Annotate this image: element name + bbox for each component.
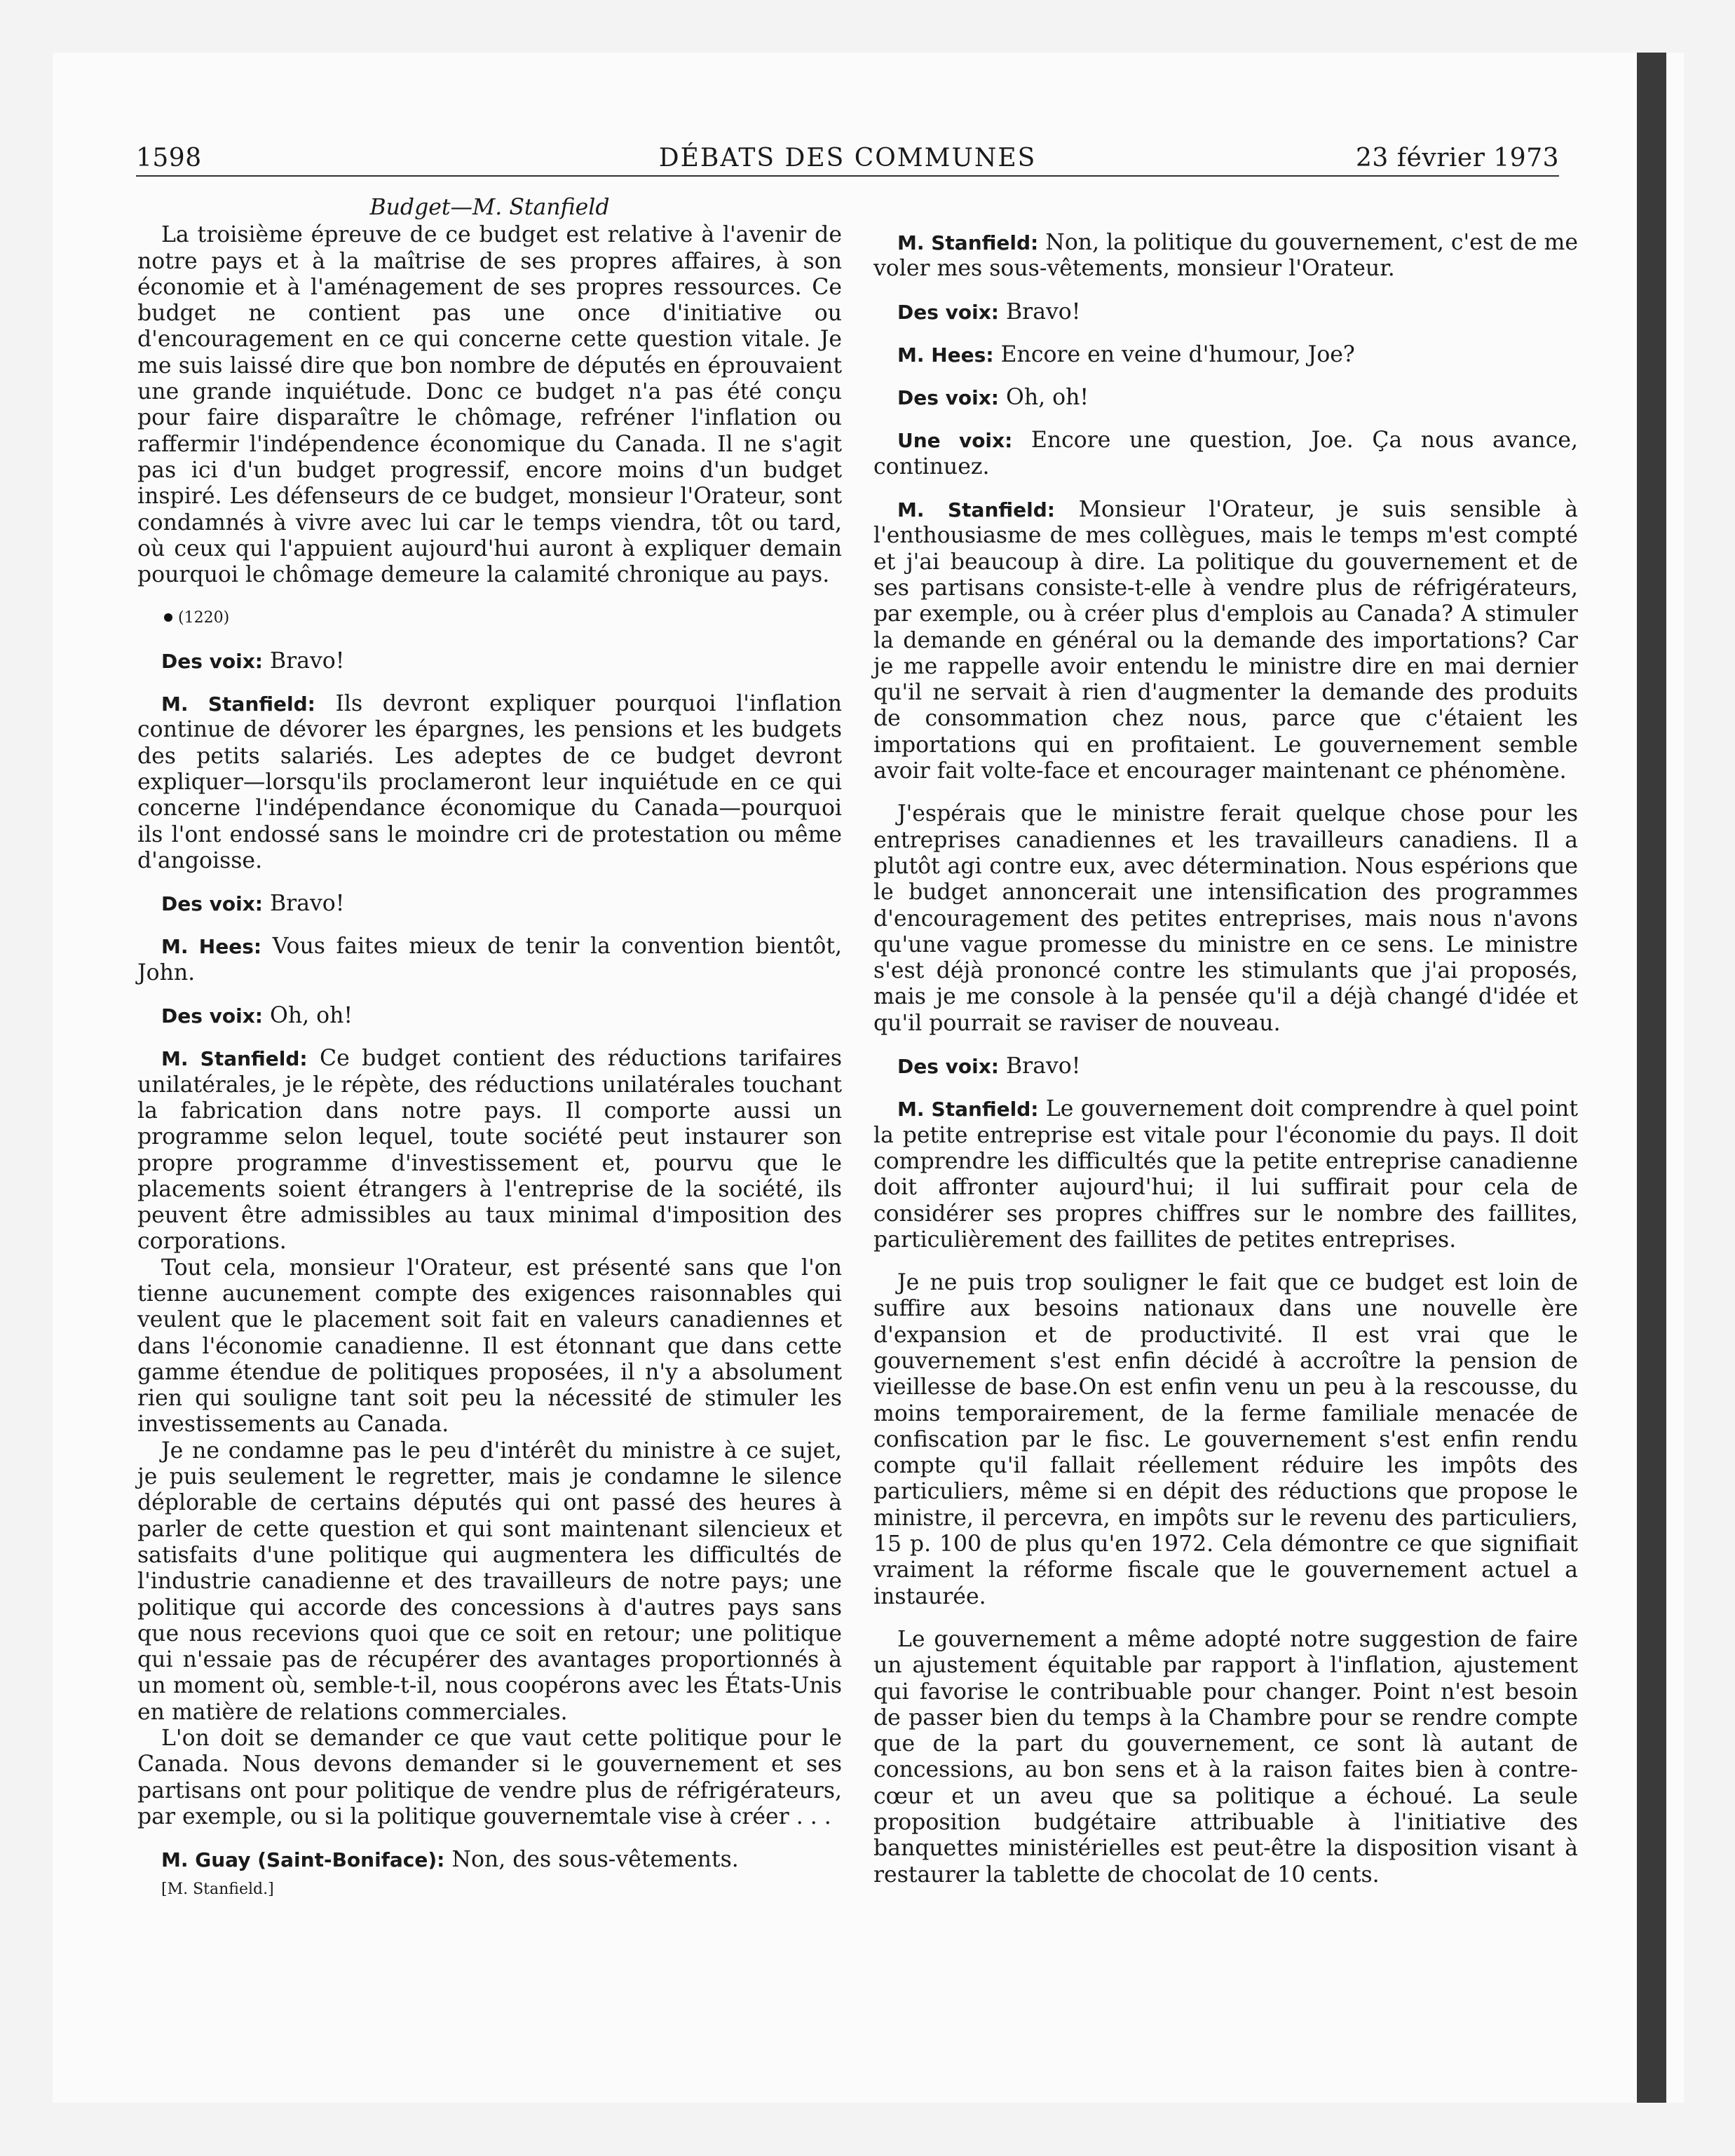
speaker-name: M. Stanfield: xyxy=(161,692,315,716)
speaker-name: Des voix: xyxy=(897,386,999,410)
page-number: 1598 xyxy=(136,144,202,172)
speech xyxy=(137,648,842,674)
speaker-name: Des voix: xyxy=(897,1055,999,1079)
speech xyxy=(137,1003,842,1029)
paragraph: J'espérais que le ministre ferait quelque chose pour les entreprises canadiennes et les travailleurs canadiens. Il a plutôt agi contre eux, avec détermination. Nous espérions que le budget annoncerait une intensification des programmes d'encouragement des petites entreprises, mais nous n'avons qu'une vague promesse du ministre en ce sens. Le ministre s'est déjà prononcé contre les stimulants que j'ai proposés, mais je me console à la pensée qu'il a déjà changé d'idée et qu'il pourrait se raviser de nouveau. xyxy=(873,801,1578,1036)
speech xyxy=(873,497,1578,784)
speech-text: Non, des sous-vêtements. xyxy=(451,1847,739,1873)
paragraph: L'on doit se demander ce que vaut cette politique pour le Canada. Nous devons demander si le gouvernement et ses partisans ont pour politique de vendre plus de réfrigérateurs, par exemple, ou si la politique gouvernemtale vise à créer . . . xyxy=(137,1726,842,1829)
paragraph: La troisième épreuve de ce budget est relative à l'avenir de notre pays et à la maîtrise de ses propres affaires, à son économie et à l'aménagement de ses propres ressources. Ce budget ne contient pas une once d'initiative ou d'encouragement en ce qui concerne cette question vitale. Je me suis laissé dire que bon nombre de députés en éprouvaient une grande inquiétude. Donc ce budget n'a pas été conçu pour faire disparaître le chômage, refréner l'inflation ou raffermir l'indépendence économique du Canada. Il ne s'agit pas ici d'un budget progressif, encore moins d'un budget inspiré. Les défenseurs de ce budget, monsieur l'Orateur, sont condamnés à vivre avec lui car le temps viendra, tôt ou tard, où ceux qui l'appuient aujourd'hui auront à expliquer demain pourquoi le chômage demeure la calamité chronique au pays. xyxy=(137,222,842,588)
speaker-name: M. Stanfield: xyxy=(897,231,1039,254)
speech xyxy=(873,342,1578,368)
speaker-name: M. Stanfield: xyxy=(897,498,1055,522)
speech xyxy=(873,299,1578,325)
speech-text: Ce budget contient des réductions tarifaires unilatérales, je le répète, des réductions unilatérales touchant la fabrication dans notre pays. Il comporte aussi un programme selon lequel, toute société peut instaurer son propre programme d'investissement et, pourvu que le placements soient étrangers à l'entreprise de la société, ils peuvent être admissibles au taux minimal d'imposition des corporations. xyxy=(137,1046,842,1255)
page-header xyxy=(136,139,1559,177)
speech xyxy=(873,1096,1578,1253)
speech-text: Bravo! xyxy=(270,891,345,917)
paragraph: Le gouvernement a même adopté notre suggestion de faire un ajustement équitable par rapport à l'inflation, ajustement qui favorise le contribuable pour changer. Point n'est besoin de passer bien du temps à la Chambre pour se rendre compte que de la part du gouvernement, ce sont là autant de concessions, au bon sens et à la raison faites bien à contre-cœur et un aveu que sa politique a échoué. La seule proposition budgétaire attribuable à l'initiative des banquettes ministérielles est peut-être la disposition visant à restaurer la tablette de chocolat de 10 cents. xyxy=(873,1626,1578,1888)
speaker-name: M. Stanfield: xyxy=(161,1047,308,1071)
left-column xyxy=(137,195,842,1919)
speaker-name: M. Guay (Saint-Boniface): xyxy=(161,1848,445,1872)
speaker-name: Des voix: xyxy=(897,300,999,324)
speech xyxy=(137,891,842,917)
speech xyxy=(137,691,842,874)
speaker-name: M. Hees: xyxy=(897,343,994,367)
time-marker-text: (1220) xyxy=(178,609,230,627)
speech xyxy=(873,1053,1578,1079)
speech xyxy=(873,230,1578,282)
speaker-name: Une voix: xyxy=(897,429,1013,453)
time-marker xyxy=(137,605,842,631)
paragraph: Tout cela, monsieur l'Orateur, est présenté sans que l'on tienne aucunement compte des exigences raisonnables qui veulent que le placement soit fait en valeurs canadiennes et dans l'économie canadienne. Il est étonnant que dans cette gamme étendue de politiques proposées, il n'y a absolument rien qui souligne tant soit peu la nécessité de stimuler les investissements au Canada. xyxy=(137,1255,842,1438)
speech-text: Oh, oh! xyxy=(270,1003,353,1029)
speech-text: Encore en veine d'humour, Joe? xyxy=(1000,341,1355,367)
speech-text: Encore une question, Joe. Ça nous avance, continuez. xyxy=(873,428,1578,479)
footer-note: [M. Stanfield.] xyxy=(161,1880,274,1898)
paragraph: Je ne condamne pas le peu d'intérêt du ministre à ce sujet, je puis seulement le regretter, mais je condamne le silence déplorable de certains députés qui ont passé des heures à parler de cette question et qui sont maintenant silencieux et satisfaits d'une politique qui augmentera les difficultés de l'industrie canadienne et des travailleurs de notre pays; une politique qui accorde des concessions à d'autres pays sans que nous recevions quoi que ce soit en retour; une politique qui n'essaie pas de récupérer des avantages proportionnés à un moment où, semble-t-il, nous coopérons avec les États-Unis en matière de relations commerciales. xyxy=(137,1438,842,1725)
right-column xyxy=(873,230,1578,1905)
speech-text: Bravo! xyxy=(270,648,345,674)
section-title: Budget—M. Stanfield xyxy=(369,195,610,220)
journal-title: DÉBATS DES COMMUNES xyxy=(658,144,1037,172)
speech xyxy=(873,385,1578,411)
speech xyxy=(873,428,1578,480)
speech xyxy=(137,934,842,986)
paragraph: Je ne puis trop souligner le fait que ce budget est loin de suffire aux besoins nationaux dans une nouvelle ère d'expansion et de productivité. Il est vrai que le gouvernement s'est enfin décidé à accroître la pension de vieillesse de base.On est enfin venu un peu à la rescousse, du moins temporairement, de la ferme familiale menacée de confiscation par le fisc. Le gouvernement s'est enfin rendu compte qu'il fallait réellement réduire les impôts des particuliers, même si en dépit des réductions que propose le ministre, il percevra, en impôts sur le revenu des particuliers, 15 p. 100 de plus qu'en 1972. Cela démontre ce que signifiait vraiment la réforme fiscale que le gouvernement actuel a instaurée. xyxy=(873,1270,1578,1609)
speech-text: Ils devront expliquer pourquoi l'inflation continue de dévorer les épargnes, les pensions et les budgets des petits salariés. Les adeptes de ce budget devront expliquer—lorsqu'ils proclameront leur inquiétude en ce qui concerne l'indépendance économique du Canada—pourquoi ils l'ont endossé sans le moindre cri de protestation ou même d'angoisse. xyxy=(137,691,842,873)
speech-text: Bravo! xyxy=(1006,1053,1081,1079)
page-date: 23 février 1973 xyxy=(1355,144,1559,172)
speech xyxy=(137,1046,842,1255)
speaker-name: Des voix: xyxy=(161,892,263,916)
bullet-icon xyxy=(164,613,172,622)
speech-text: Monsieur l'Orateur, je suis sensible à l'enthousiasme de mes collègues, mais le temps m'est compté et j'ai beaucoup à dire. La politique du gouvernement et de ses partisans consiste-t-elle à vendre plus de réfrigérateurs, par exemple, ou à créer plus d'emplois au Canada? A stimuler la demande en général ou la demande des importations? Car je me rappelle avoir entendu le ministre dire en mai dernier qu'il ne servait à rien d'augmenter la demande des produits de consommation chez nous, parce que c'étaient les importations qui en profitaient. Le gouvernement semble avoir fait volte-face et encourager maintenant ce phénomène. xyxy=(873,497,1578,784)
speech-text: Oh, oh! xyxy=(1006,385,1089,411)
speaker-name: Des voix: xyxy=(161,1004,263,1028)
speech xyxy=(137,1847,842,1873)
speech-text: Vous faites mieux de tenir la convention bientôt, John. xyxy=(137,934,842,985)
speaker-name: M. Hees: xyxy=(161,935,262,959)
speech-text: Bravo! xyxy=(1006,299,1081,325)
speaker-name: Des voix: xyxy=(161,649,263,673)
speech-text: Non, la politique du gouvernement, c'est de me voler mes sous-vêtements, monsieur l'Orateur. xyxy=(873,230,1578,282)
scan-edge-strip xyxy=(1637,53,1666,2103)
speech-text: Le gouvernement doit comprendre à quel point la petite entreprise est vitale pour l'économie du pays. Il doit comprendre les difficultés que la petite entreprise canadienne doit affronter aujourd'hui; il lui suffirait pour cela de considérer ses propres chiffres sur le nombre des faillites, particulièrement des faillites de petites entreprises. xyxy=(873,1096,1578,1253)
speaker-name: M. Stanfield: xyxy=(897,1098,1039,1121)
